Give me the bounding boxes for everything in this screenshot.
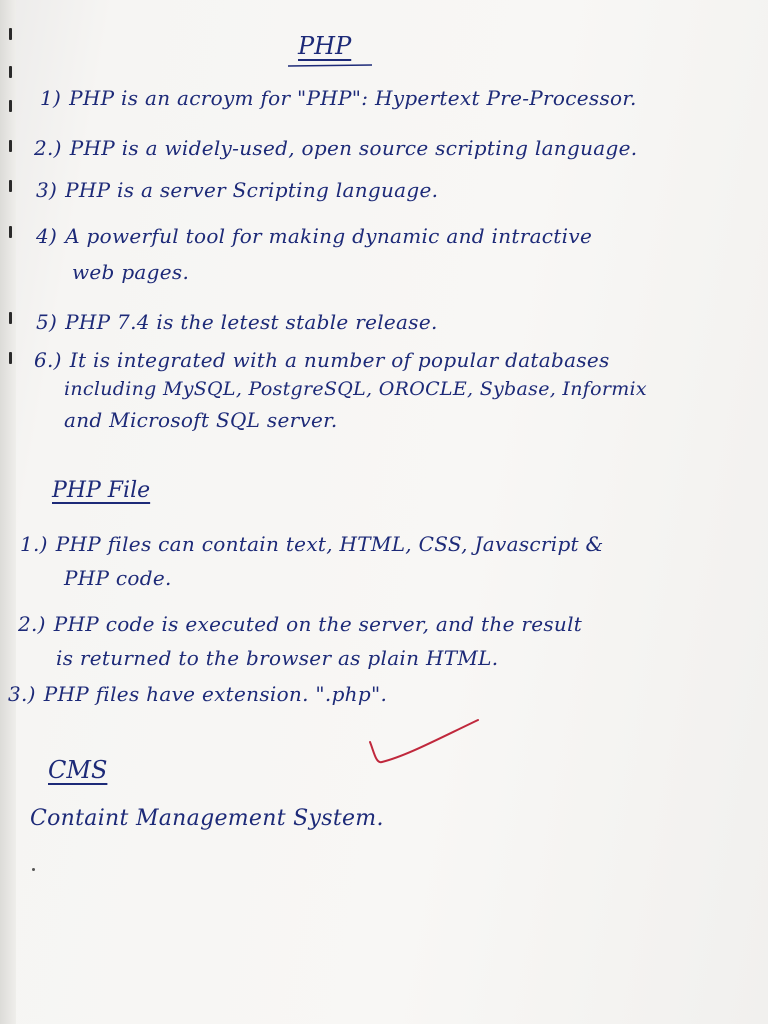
list-item: including MySQL, PostgreSQL, OROCLE, Sybase, Informix <box>64 378 647 400</box>
section-heading-php-file: PHP File <box>52 478 151 503</box>
list-item: 1.) PHP files can contain text, HTML, CSS, Javascript & <box>20 532 604 556</box>
punch-hole <box>9 140 12 152</box>
list-item: is returned to the browser as plain HTML. <box>56 646 499 670</box>
punch-hole <box>9 312 12 324</box>
ink-dot <box>32 868 35 871</box>
list-item: 2.) PHP code is executed on the server, and the result <box>18 612 583 636</box>
list-item: 2.) PHP is a widely-used, open source scripting language. <box>34 136 638 160</box>
title-double-underline <box>286 60 376 68</box>
punch-hole <box>9 66 12 78</box>
punch-hole <box>9 180 12 192</box>
list-item: web pages. <box>72 260 190 284</box>
page-margin <box>0 0 16 1024</box>
list-item: PHP code. <box>64 566 172 590</box>
section-heading-cms: CMS <box>48 756 108 784</box>
punch-hole <box>9 352 12 364</box>
list-item: 4) A powerful tool for making dynamic and intractive <box>36 224 593 248</box>
checkmark-icon <box>366 712 486 772</box>
list-item: and Microsoft SQL server. <box>64 408 338 432</box>
punch-hole <box>9 28 12 40</box>
list-item: 3) PHP is a server Scripting language. <box>36 178 439 202</box>
punch-hole <box>9 100 12 112</box>
cms-definition: Containt Management System. <box>30 806 384 831</box>
punch-hole <box>9 226 12 238</box>
list-item: 5) PHP 7.4 is the letest stable release. <box>36 310 438 334</box>
list-item: 3.) PHP files have extension. ".php". <box>8 682 388 706</box>
page-title: PHP <box>298 32 352 60</box>
list-item: 6.) It is integrated with a number of popular databases <box>34 348 610 372</box>
list-item: 1) PHP is an acroym for "PHP": Hypertext Pre-Processor. <box>40 86 637 110</box>
